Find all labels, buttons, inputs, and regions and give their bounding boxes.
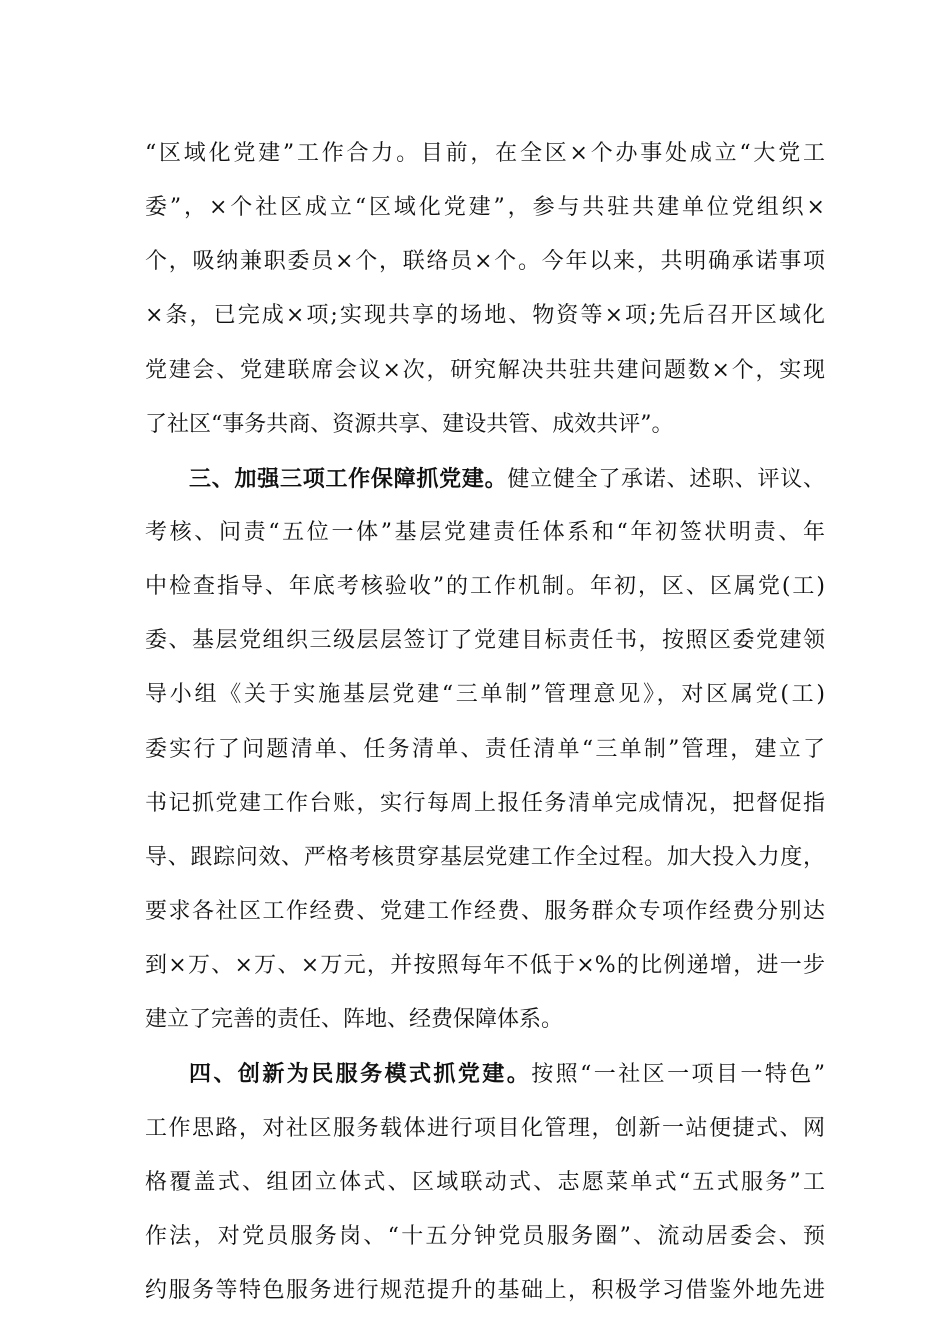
paragraph-line: 导小组《关于实施基层党建“三单制”管理意见》，对区属党(工) xyxy=(145,682,825,708)
paragraph-first-line xyxy=(145,452,825,506)
paragraph-line: 个，吸纳兼职委员×个，联络员×个。今年以来，共明确承诺事项 xyxy=(145,249,825,275)
paragraph-text: 按照“一社区一项目一特色” xyxy=(531,1062,825,1088)
paragraph-first-line xyxy=(145,1047,825,1101)
paragraph-line: 了社区“事务共商、资源共享、建设共管、成效共评”。 xyxy=(145,411,674,437)
paragraph-line: 工作思路，对社区服务载体进行项目化管理，创新一站便捷式、网 xyxy=(145,1115,825,1141)
paragraph-line: 作法，对党员服务岗、“十五分钟党员服务圈”、流动居委会、预 xyxy=(145,1223,825,1249)
paragraph-line: 格覆盖式、组团立体式、区域联动式、志愿菜单式“五式服务”工 xyxy=(145,1169,825,1195)
paragraph-line: 党建会、党建联席会议×次，研究解决共驻共建问题数×个，实现 xyxy=(145,357,825,383)
body-text xyxy=(145,127,825,1318)
paragraph-text: 健立健全了承诺、述职、评议、 xyxy=(507,466,825,492)
paragraph-line: “区域化党建”工作合力。目前，在全区×个办事处成立“大党工 xyxy=(145,141,825,166)
paragraph-line: 考核、问责“五位一体”基层党建责任体系和“年初签状明责、年 xyxy=(145,519,825,545)
paragraph-line: 书记抓党建工作台账，实行每周上报任务清单完成情况，把督促指 xyxy=(145,790,825,816)
paragraph-line: 导、跟踪问效、严格考核贯穿基层党建工作全过程。加大投入力度， xyxy=(145,844,825,870)
section-heading: 三、加强三项工作保障抓党建。 xyxy=(189,465,508,492)
paragraph-line: 建立了完善的责任、阵地、经费保障体系。 xyxy=(145,1007,564,1033)
paragraph-line: 约服务等特色服务进行规范提升的基础上，积极学习借鉴外地先进 xyxy=(145,1277,825,1303)
paragraph-line: 中检查指导、年底考核验收”的工作机制。年初，区、区属党(工) xyxy=(145,574,825,600)
paragraph-line: 委、基层党组织三级层层签订了党建目标责任书，按照区委党建领 xyxy=(145,628,825,654)
paragraph-line: 委实行了问题清单、任务清单、责任清单“三单制”管理，建立了 xyxy=(145,736,825,762)
paragraph-line: 委”，×个社区成立“区域化党建”，参与共驻共建单位党组织× xyxy=(145,195,825,221)
paragraph-line: 到×万、×万、×万元，并按照每年不低于×%的比例递增，进一步 xyxy=(145,953,825,979)
paragraph-line: ×条，已完成×项;实现共享的场地、物资等×项;先后召开区域化 xyxy=(145,303,825,329)
section-heading: 四、创新为民服务模式抓党建。 xyxy=(189,1061,532,1088)
paragraph-line: 要求各社区工作经费、党建工作经费、服务群众专项作经费分别达 xyxy=(145,898,825,924)
